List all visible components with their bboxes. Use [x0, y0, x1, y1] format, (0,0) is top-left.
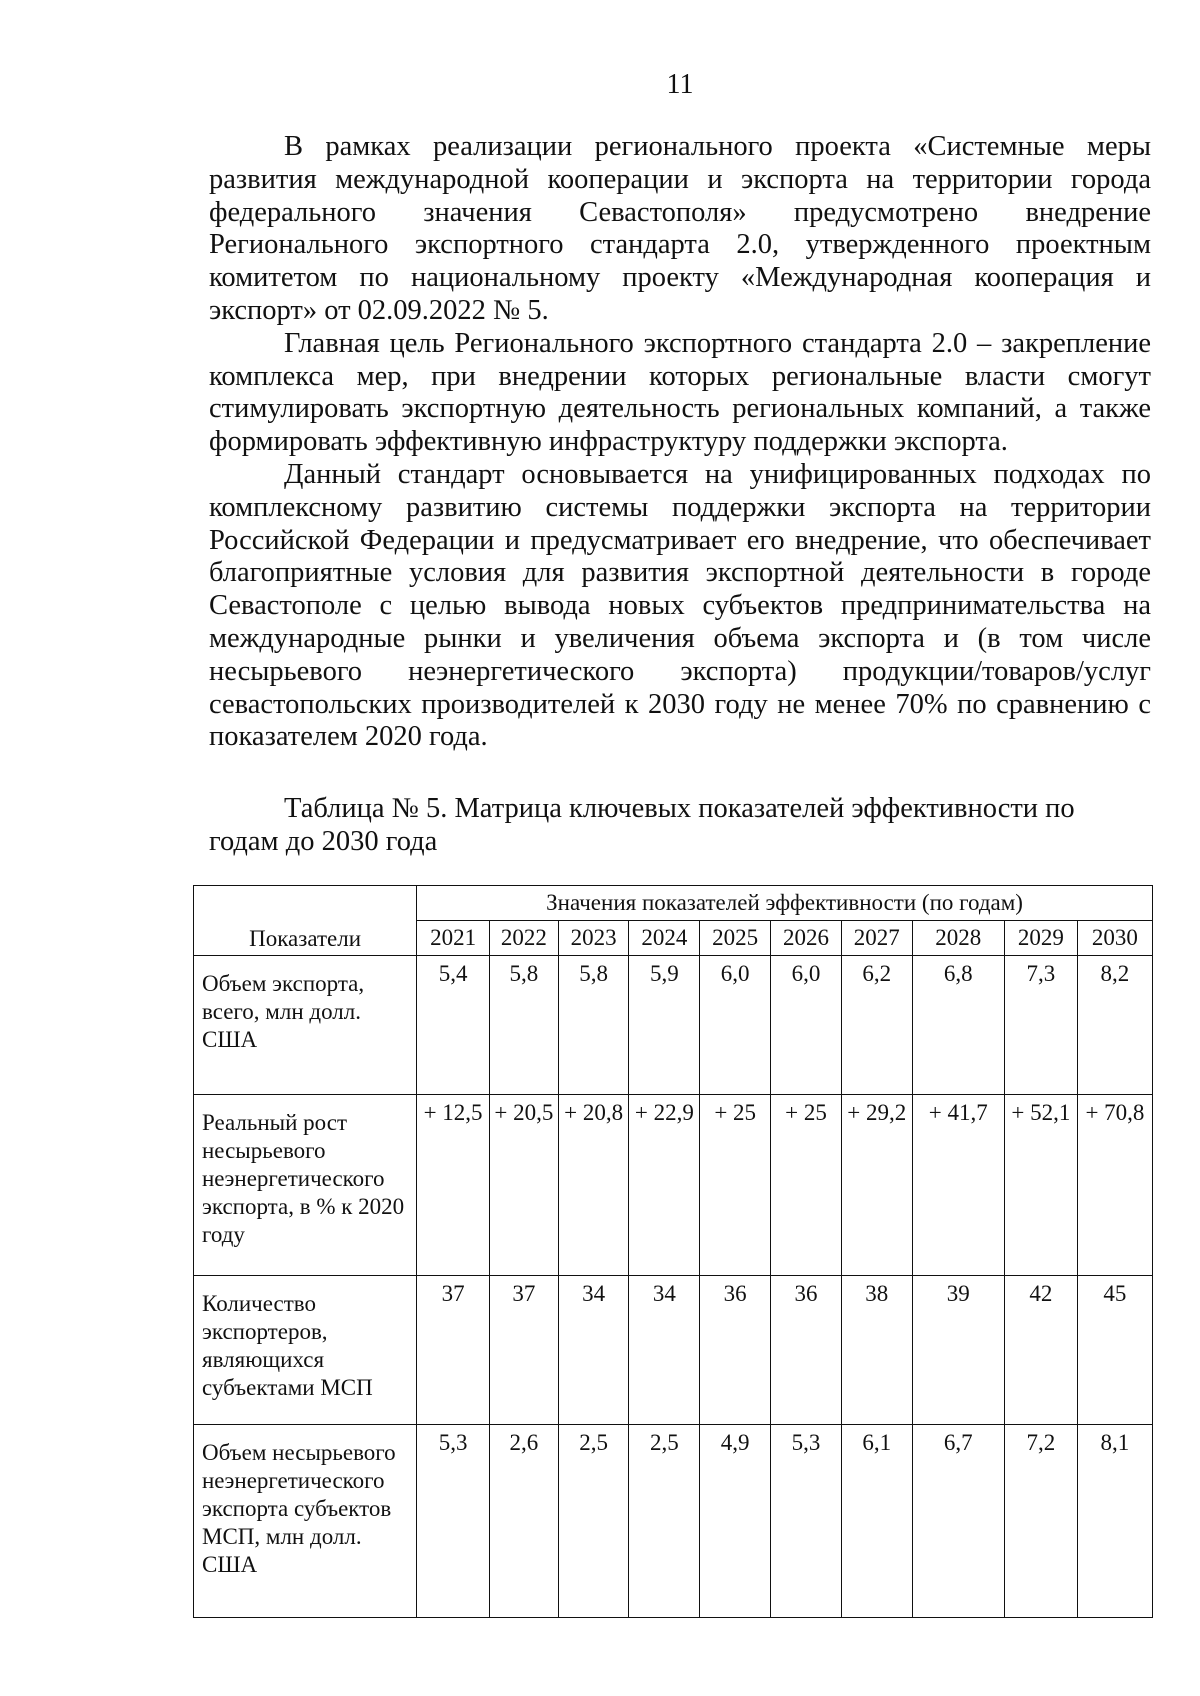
table-cell: 38: [841, 1276, 912, 1425]
table-cell: 6,1: [841, 1425, 912, 1618]
table-row: [194, 1425, 1153, 1618]
table-cell: 36: [700, 1276, 771, 1425]
table-cell: + 20,5: [490, 1095, 559, 1276]
table-row: [194, 1095, 1153, 1276]
table-cell: 2,6: [490, 1425, 559, 1618]
year-header: 2022: [490, 921, 559, 956]
paragraph: Главная цель Регионального экспортного стандарта 2.0 – закрепление комплекса мер, при внедрении которых региональные власти смогут стимулировать экспортную деятельность региональных компаний, а также формировать эффективную инфраструктуру поддержки экспорта.: [209, 327, 1151, 458]
table-cell: 5,4: [417, 956, 490, 1095]
table-cell: 5,8: [490, 956, 559, 1095]
table-cell: 37: [417, 1276, 490, 1425]
body-text: [209, 131, 1151, 754]
indicator-label: Объем несырьевого неэнергетического экспорта субъектов МСП, млн долл. США: [194, 1425, 417, 1618]
year-header: 2030: [1077, 921, 1152, 956]
indicator-label: Реальный рост несырьевого неэнергетического экспорта, в % к 2020 году: [194, 1095, 417, 1276]
table-cell: 8,1: [1077, 1425, 1152, 1618]
table-cell: + 20,8: [558, 1095, 629, 1276]
table-cell: 5,3: [771, 1425, 842, 1618]
kpi-table: [193, 885, 1153, 1618]
year-header: 2025: [700, 921, 771, 956]
table-cell: 34: [629, 1276, 700, 1425]
table-cell: 42: [1004, 1276, 1077, 1425]
table-cell: + 25: [700, 1095, 771, 1276]
indicator-label: Объем экспорта, всего, млн долл. США: [194, 956, 417, 1095]
table-row: [194, 956, 1153, 1095]
table-cell: 6,0: [771, 956, 842, 1095]
table-cell: 34: [558, 1276, 629, 1425]
table-cell: 36: [771, 1276, 842, 1425]
table-cell: 37: [490, 1276, 559, 1425]
table-cell: 8,2: [1077, 956, 1152, 1095]
table-cell: + 52,1: [1004, 1095, 1077, 1276]
table-cell: 45: [1077, 1276, 1152, 1425]
year-header: 2026: [771, 921, 842, 956]
table-cell: 7,2: [1004, 1425, 1077, 1618]
table-cell: 2,5: [629, 1425, 700, 1618]
page-number: 11: [666, 69, 694, 100]
year-header: 2027: [841, 921, 912, 956]
indicators-header: Показатели: [194, 886, 417, 956]
table-cell: 5,9: [629, 956, 700, 1095]
year-header: 2024: [629, 921, 700, 956]
table-cell: + 22,9: [629, 1095, 700, 1276]
year-header: 2028: [912, 921, 1004, 956]
table-cell: 6,0: [700, 956, 771, 1095]
table-cell: + 41,7: [912, 1095, 1004, 1276]
paragraph: В рамках реализации регионального проекта «Системные меры развития международной кооперации и экспорта на территории города федерального значения Севастополя» предусмотрено внедрение Регионального экспортного стандарта 2.0, утвержденного проектным комитетом по национальному проекту «Международная кооперация и экспорт» от 02.09.2022 № 5.: [209, 131, 1151, 326]
paragraph: Данный стандарт основывается на унифицированных подходах по комплексному развитию системы поддержки экспорта на территории Российской Федерации и предусматривает его внедрение, что обеспечивает благоприятные условия для развития экспортной деятельности в городе Севастополе с целью вывода новых субъектов предпринимательства на международные рынки и увеличения объема экспорта и (в том числе несырьевого неэнергетического экспорта) продукции/товаров/услуг севастопольских производителей к 2030 году не менее 70% по сравнению с показателем 2020 года.: [209, 458, 1151, 753]
table-cell: 5,3: [417, 1425, 490, 1618]
table-cell: + 29,2: [841, 1095, 912, 1276]
table-cell: 4,9: [700, 1425, 771, 1618]
table-cell: 6,7: [912, 1425, 1004, 1618]
table-cell: 6,2: [841, 956, 912, 1095]
table-row: [194, 1276, 1153, 1425]
table-cell: 5,8: [558, 956, 629, 1095]
year-header: 2023: [558, 921, 629, 956]
table-caption: Таблица № 5. Матрица ключевых показателей эффективности по годам до 2030 года: [209, 793, 1075, 857]
values-header: Значения показателей эффективности (по годам): [417, 886, 1153, 921]
table-cell: 6,8: [912, 956, 1004, 1095]
table-cell: 2,5: [558, 1425, 629, 1618]
table-cell: + 12,5: [417, 1095, 490, 1276]
table-header-row: [194, 886, 1153, 921]
table-cell: + 25: [771, 1095, 842, 1276]
table-cell: 7,3: [1004, 956, 1077, 1095]
table-cell: 39: [912, 1276, 1004, 1425]
indicator-label: Количество экспортеров, являющихся субъектами МСП: [194, 1276, 417, 1425]
year-header: 2021: [417, 921, 490, 956]
year-header: 2029: [1004, 921, 1077, 956]
table-cell: + 70,8: [1077, 1095, 1152, 1276]
